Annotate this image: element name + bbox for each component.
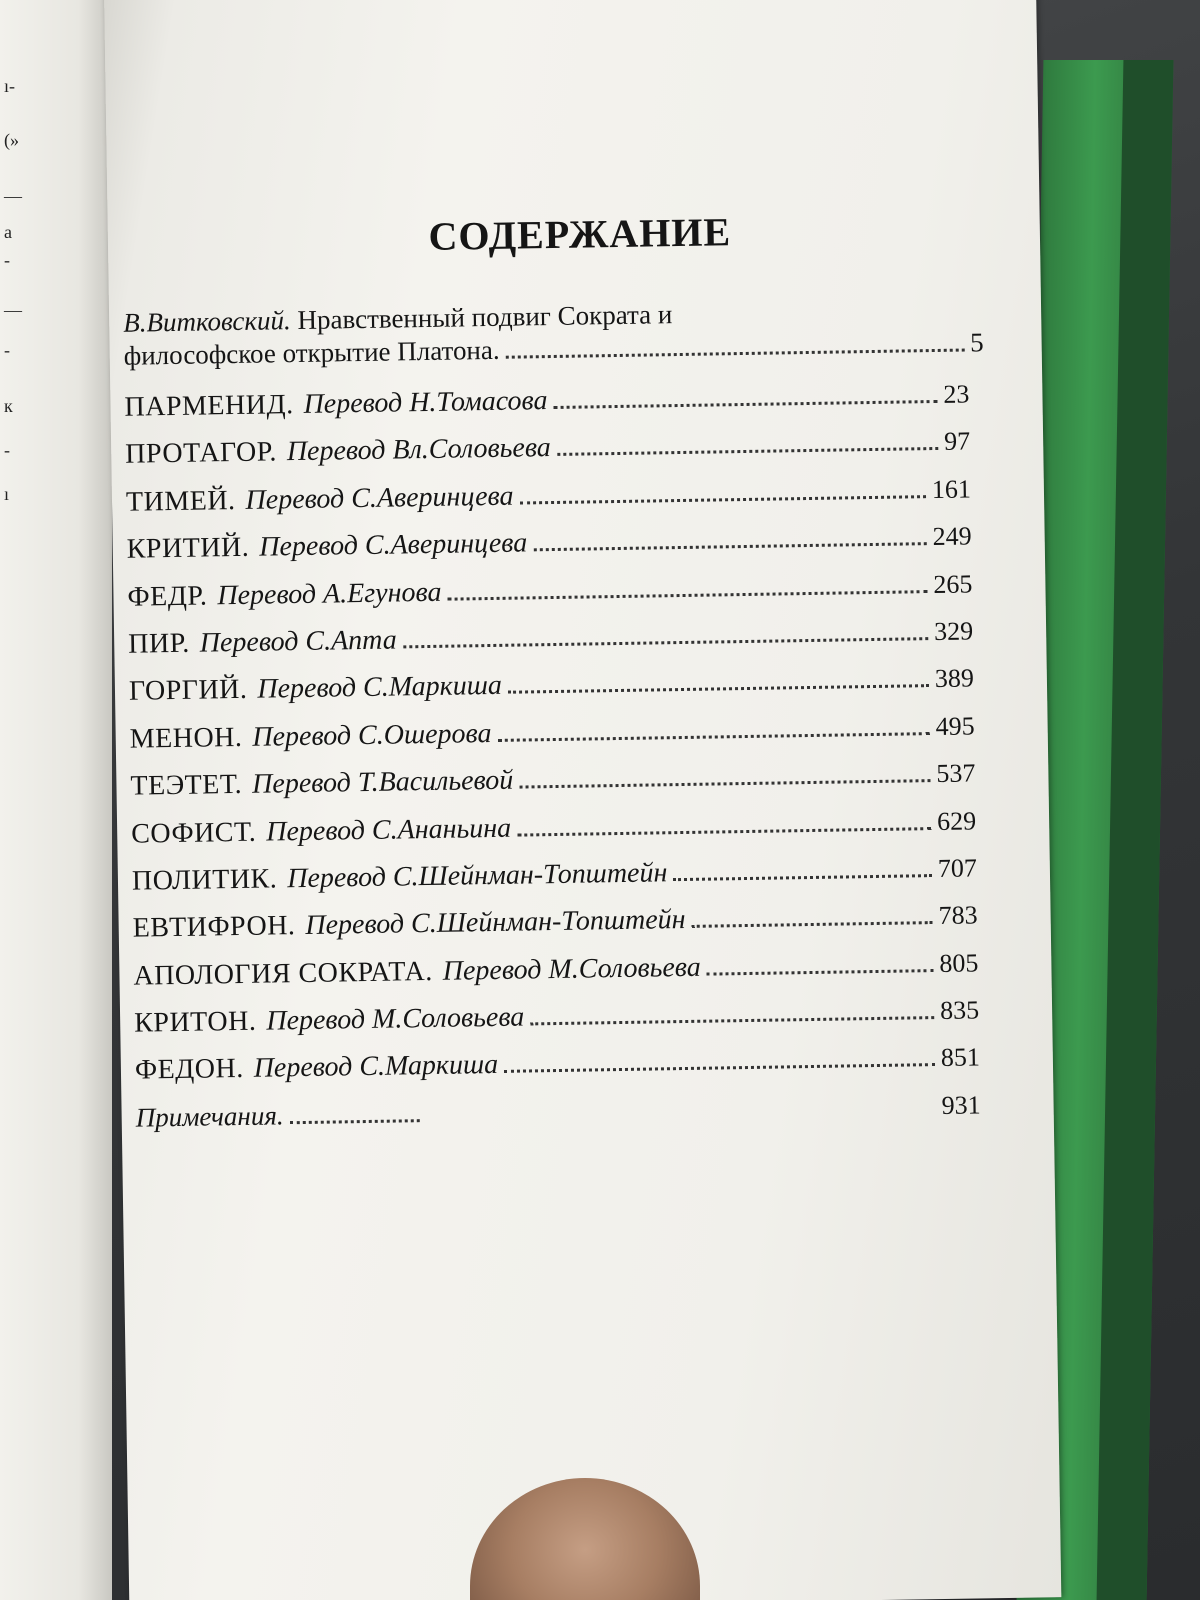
page-number: 537 <box>936 758 976 789</box>
entry-translator: Перевод С.Маркиша <box>257 670 503 706</box>
page-number: 23 <box>943 379 970 409</box>
page-title: СОДЕРЖАНИЕ <box>428 209 732 259</box>
facing-page <box>0 0 112 1600</box>
dot-leader <box>517 827 931 837</box>
page-number: 389 <box>934 663 975 694</box>
notes-label: Примечания. <box>135 1100 284 1133</box>
page-number: 851 <box>940 1042 981 1073</box>
facing-page-fragment: (» <box>4 130 19 150</box>
entry-title: МЕНОН. <box>129 721 243 755</box>
contents-page <box>104 0 1061 1600</box>
dot-leader <box>403 637 928 648</box>
page-number: 835 <box>939 995 980 1026</box>
dot-leader <box>533 542 926 551</box>
entry-translator: Перевод С.Ананьина <box>266 812 512 848</box>
intro-author: В.Витковский. <box>122 305 291 338</box>
facing-page-fragment: а <box>4 222 12 242</box>
entry-title: ПОЛИТИК. <box>131 863 278 897</box>
dot-leader <box>554 400 938 409</box>
entry-translator: Перевод М.Соловьева <box>442 951 701 987</box>
facing-page-fragment: — <box>4 300 22 320</box>
entry-translator: Перевод Н.Томасова <box>303 385 548 420</box>
toc-intro-entry <box>123 293 984 373</box>
page-number: 805 <box>939 948 979 978</box>
entry-translator: Перевод С.Маркиша <box>253 1049 499 1085</box>
entry-translator: Перевод С.Апта <box>199 624 397 659</box>
facing-page-fragment: - <box>4 340 10 360</box>
entry-title: ФЕДОН. <box>134 1053 244 1087</box>
entry-translator: Перевод Т.Васильевой <box>251 764 514 800</box>
page-number: 629 <box>936 805 977 836</box>
entry-title: ФЕДР. <box>127 580 208 613</box>
entry-title: СОФИСТ. <box>130 816 257 850</box>
entry-title: КРИТИЙ. <box>126 531 250 565</box>
dot-leader <box>530 1016 934 1025</box>
entry-title: ЕВТИФРОН. <box>132 910 296 944</box>
dot-leader <box>520 495 926 504</box>
entry-title: ПРОТАГОР. <box>125 436 278 471</box>
intro-title-part-1: Нравственный подвиг Сократа и <box>297 299 673 335</box>
facing-page-fragment: к <box>4 396 13 416</box>
entry-title: ГОРГИЙ. <box>128 674 248 708</box>
facing-page-fragment: - <box>4 440 10 460</box>
dot-leader <box>506 349 965 359</box>
entry-translator: Перевод С.Аверинцева <box>259 527 528 563</box>
page-number: 97 <box>943 426 971 457</box>
entry-translator: Перевод М.Соловьева <box>266 1001 525 1037</box>
entry-translator: Перевод С.Ошерова <box>252 717 492 753</box>
dot-leader <box>498 732 930 742</box>
dot-leader <box>707 969 934 976</box>
page-number: 249 <box>932 521 972 552</box>
facing-page-fragment: - <box>4 250 10 270</box>
entry-translator: Перевод А.Егунова <box>217 576 442 611</box>
facing-page-fragment: — <box>4 186 22 206</box>
entry-translator: Перевод С.Шейнман-Топштейн <box>305 904 686 942</box>
dot-leader <box>692 921 933 928</box>
entry-translator: Перевод Вл.Соловьева <box>286 432 552 468</box>
entry-translator: Перевод С.Аверинцева <box>245 480 514 516</box>
intro-title-part-2: философское открытие Платона. <box>123 334 500 371</box>
page-number: 931 <box>941 1090 981 1120</box>
facing-page-fragment: ı <box>4 484 10 504</box>
dot-leader <box>508 684 929 694</box>
dot-leader <box>448 590 928 601</box>
entry-title: ТИМЕЙ. <box>125 484 236 518</box>
dot-leader <box>519 779 930 788</box>
dot-leader <box>290 1119 420 1124</box>
dot-leader <box>504 1064 935 1074</box>
entry-title: АПОЛОГИЯ СОКРАТА. <box>133 955 433 992</box>
page-number: 161 <box>931 474 972 504</box>
facing-page-fragment: ı- <box>4 76 15 96</box>
page-number: 495 <box>935 711 975 741</box>
page-number: 5 <box>969 327 984 358</box>
entry-title: ПАРМЕНИД. <box>124 389 294 423</box>
page-number: 783 <box>938 900 978 931</box>
dot-leader <box>557 447 938 456</box>
page-number: 329 <box>933 616 974 646</box>
entry-title: КРИТОН. <box>133 1005 257 1039</box>
entry-title: ПИР. <box>128 627 190 660</box>
toc-list <box>124 378 981 1149</box>
page-number: 265 <box>933 568 973 599</box>
page-number: 707 <box>937 853 978 883</box>
entry-translator: Перевод С.Шейнман-Топштейн <box>286 857 668 895</box>
entry-title: ТЕЭТЕТ. <box>130 769 243 802</box>
dot-leader <box>673 874 932 881</box>
